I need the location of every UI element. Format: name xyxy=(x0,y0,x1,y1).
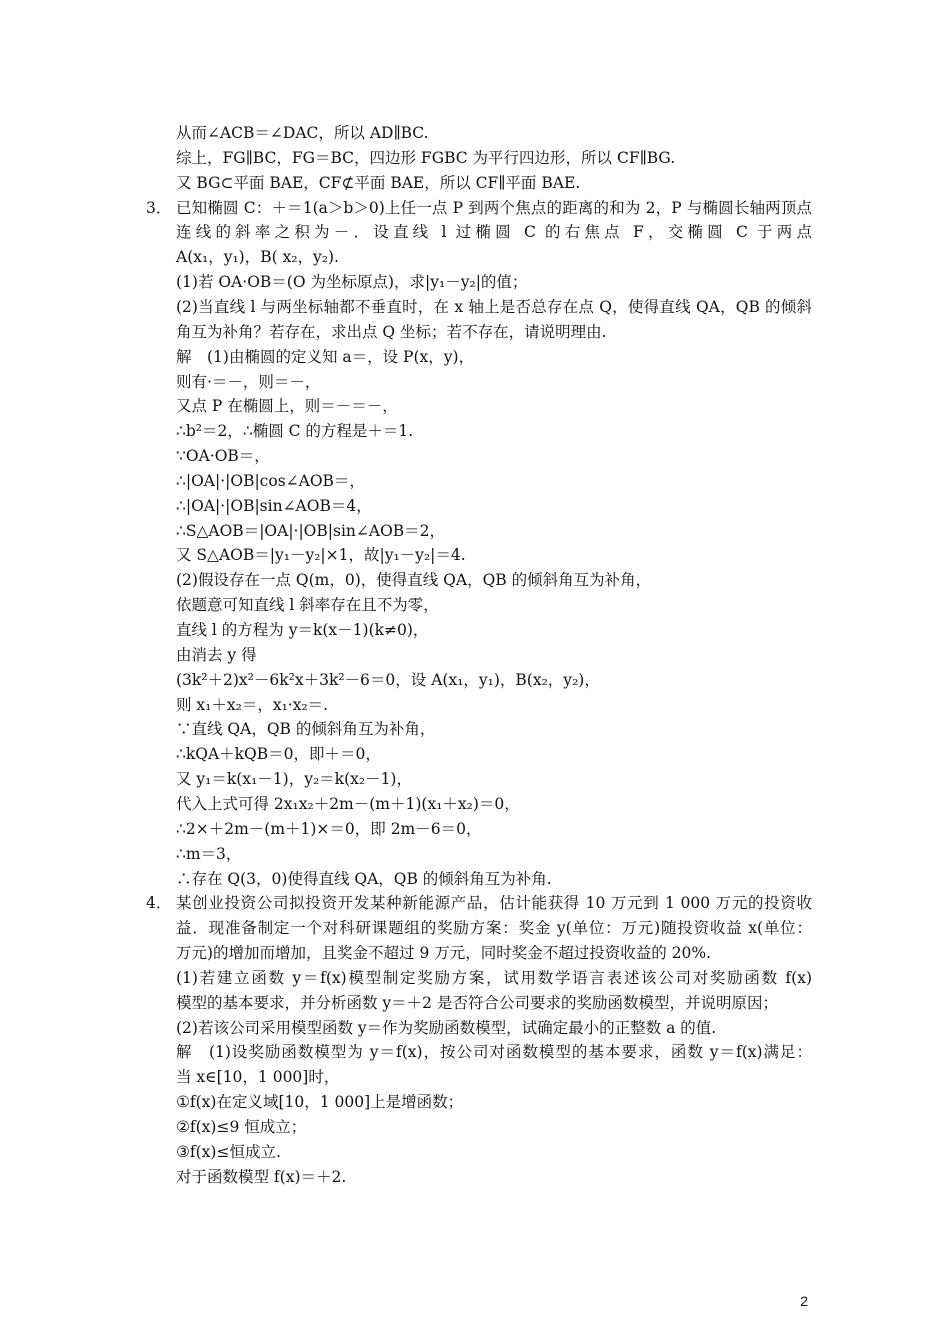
text-line: ∴b²＝2，∴椭圆 C 的方程是＋＝1. xyxy=(176,422,414,440)
text-line: (2)若该公司采用模型函数 y＝作为奖励函数模型，试确定最小的正整数 a 的值. xyxy=(176,1019,717,1037)
text-line: ∵OA·OB＝， xyxy=(176,447,270,465)
text-line: ∵直线 QA，QB 的倾斜角互为补角， xyxy=(176,720,436,738)
page-number: 2 xyxy=(800,1293,808,1309)
text-line: 由消去 y 得 xyxy=(176,646,257,664)
text-line: 解 (1)设奖励函数模型为 y＝f(x)，按公司对函数模型的基本要求，函数 y＝f(x)满足： xyxy=(176,1043,812,1061)
text-line: ②f(x)≤9 恒成立； xyxy=(176,1118,307,1136)
text-line: 当 x∈[10，1 000]时， xyxy=(176,1068,340,1086)
text-line: 益．现准备制定一个对科研课题组的奖励方案：奖金 y(单位：万元)随投资收益 x(单位： xyxy=(176,919,812,937)
text-line: (3k²＋2)x²－6k²x＋3k²－6＝0，设 A(x₁，y₁)，B(x₂，y₂)， xyxy=(176,671,600,689)
text-line: 依题意可知直线 l 斜率存在且不为零， xyxy=(176,596,439,614)
text-line: ∴|OA|·|OB|cos∠AOB＝， xyxy=(176,472,365,490)
text-line: (2)假设存在一点 Q(m，0)，使得直线 QA，QB 的倾斜角互为补角， xyxy=(176,571,652,589)
text-line: (1)若建立函数 y＝f(x)模型制定奖励方案，试用数学语言表述该公司对奖励函数 f(x) xyxy=(176,969,812,987)
text-line: (2)当直线 l 与两坐标轴都不垂直时，在 x 轴上是否总存在点 Q，使得直线 QA，QB 的倾斜 xyxy=(176,298,812,316)
text-line: 已知椭圆 C：＋＝1(a＞b＞0)上任一点 P 到两个焦点的距离的和为 2，P 与椭圆长轴两顶点 xyxy=(176,199,812,217)
text-line: 综上，FG∥BC，FG＝BC，四边形 FGBC 为平行四边形，所以 CF∥BG. xyxy=(176,149,676,167)
text-line: ∴S△AOB＝|OA|·|OB|sin∠AOB＝2， xyxy=(176,522,446,540)
text-line: 模型的基本要求，并分析函数 y＝＋2 是否符合公司要求的奖励函数模型，并说明原因； xyxy=(176,994,778,1012)
text-line: 对于函数模型 f(x)＝＋2. xyxy=(176,1168,347,1186)
text-line: 又 S△AOB＝|y₁－y₂|×1，故|y₁－y₂|＝4. xyxy=(176,546,466,564)
problem-number: 3． xyxy=(146,199,172,217)
text-line: 角互为补角？若存在，求出点 Q 坐标；若不存在，请说明理由. xyxy=(176,323,607,341)
text-line: 则有·＝－，则＝－， xyxy=(176,373,321,391)
text-line: ∴存在 Q(3，0)使得直线 QA，QB 的倾斜角互为补角. xyxy=(176,870,552,888)
problem-number: 4． xyxy=(146,894,172,912)
text-line: 直线 l 的方程为 y＝k(x－1)(k≠0)， xyxy=(176,621,429,639)
text-line: (1)若 OA·OB＝(O 为坐标原点)，求|y₁－y₂|的值； xyxy=(176,273,528,291)
text-line: 又 BG⊂平面 BAE，CF⊄平面 BAE，所以 CF∥平面 BAE. xyxy=(176,174,581,192)
text-line: A(x₁，y₁)，B( x₂，y₂). xyxy=(176,248,339,266)
text-line: 则 x₁＋x₂＝，x₁·x₂＝. xyxy=(176,696,329,714)
text-line: 解 (1)由椭圆的定义知 a＝，设 P(x，y)， xyxy=(176,348,475,366)
text-line: ①f(x)在定义域[10，1 000]上是增函数； xyxy=(176,1093,464,1111)
text-line: 代入上式可得 2x₁x₂＋2m－(m＋1)(x₁＋x₂)＝0， xyxy=(176,795,520,813)
text-line: 从而∠ACB＝∠DAC，所以 AD∥BC. xyxy=(176,124,429,142)
text-line: ∴|OA|·|OB|sin∠AOB＝4， xyxy=(176,497,372,515)
text-line: 连线的斜率之积为－．设直线 l 过椭圆 C 的右焦点 F，交椭圆 C 于两点 xyxy=(176,223,812,241)
text-line: 又 y₁＝k(x₁－1)，y₂＝k(x₂－1)， xyxy=(176,770,412,788)
text-line: ③f(x)≤恒成立. xyxy=(176,1143,281,1161)
text-line: ∴2×＋2m－(m＋1)×＝0，即 2m－6＝0， xyxy=(176,820,482,838)
text-line: 万元)的增加而增加，且奖金不超过 9 万元，同时奖金不超过投资收益的 20%. xyxy=(176,944,712,962)
text-line: 某创业投资公司拟投资开发某种新能源产品，估计能获得 10 万元到 1 000 万元的投资收 xyxy=(176,894,812,912)
text-line: 又点 P 在椭圆上，则＝－＝－， xyxy=(176,397,398,415)
text-line: ∴kQA＋kQB＝0，即＋＝0， xyxy=(176,745,381,763)
text-line: ∴m＝3， xyxy=(176,845,242,863)
